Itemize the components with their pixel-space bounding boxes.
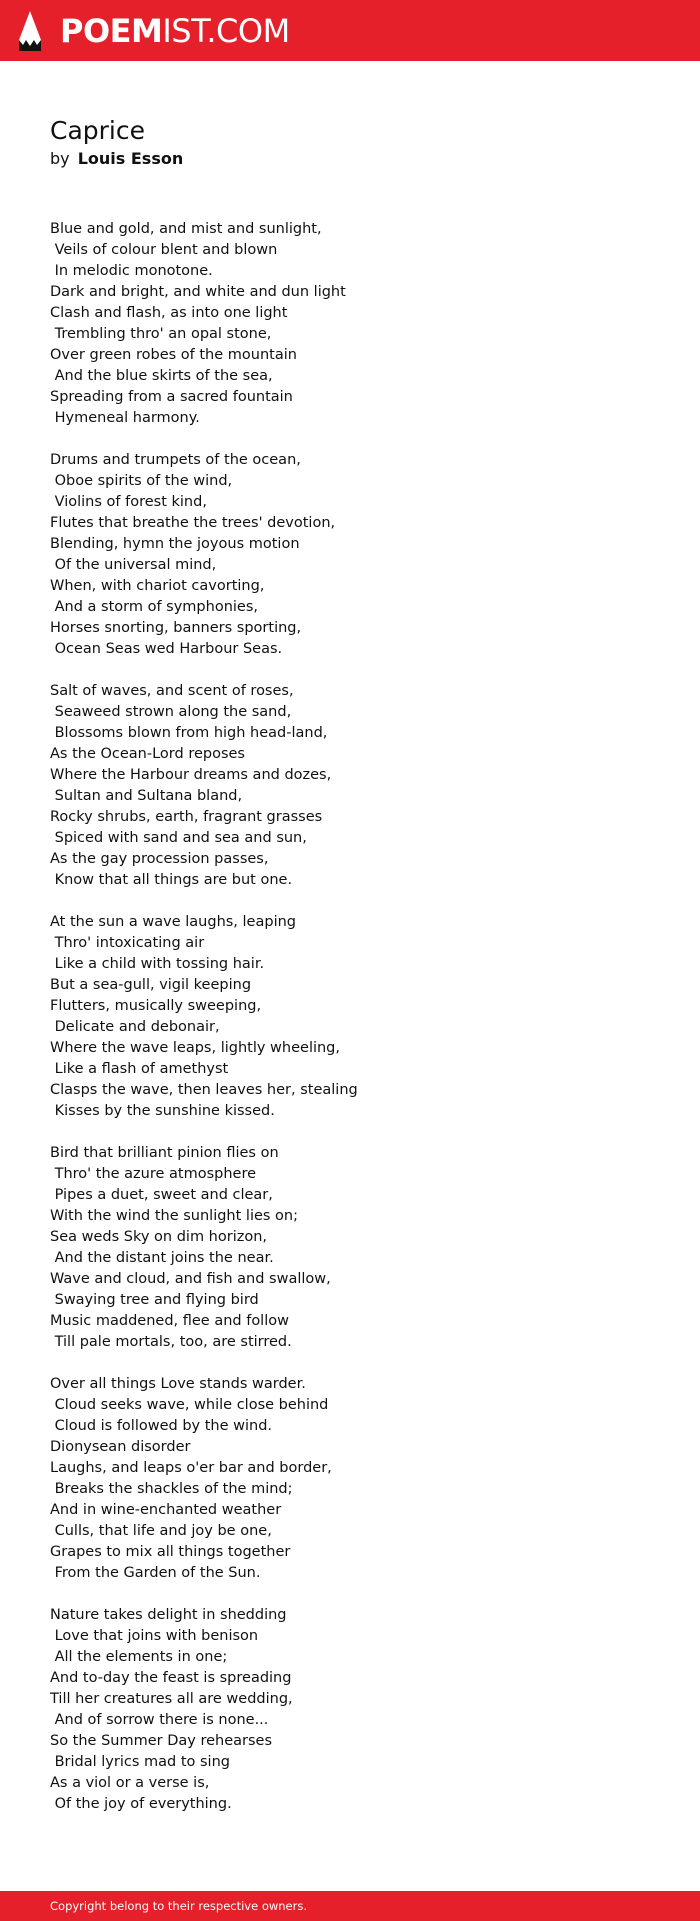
- poem-line: Swaying tree and flying bird: [50, 1292, 259, 1308]
- poem-line: Salt of waves, and scent of roses,: [50, 683, 294, 699]
- poem-line: Over green robes of the mountain: [50, 347, 297, 363]
- poem-line: And in wine-enchanted weather: [50, 1502, 282, 1518]
- poem-line: Grapes to mix all things together: [50, 1544, 291, 1560]
- poem-line: At the sun a wave laughs, leaping: [50, 914, 296, 930]
- poem-line: Cloud seeks wave, while close behind: [50, 1397, 329, 1413]
- poem-line: Rocky shrubs, earth, fragrant grasses: [50, 809, 323, 825]
- copyright-notice: Copyright belong to their respective owners.: [50, 1899, 308, 1913]
- poem-line: So the Summer Day rehearses: [50, 1733, 273, 1749]
- byline: [50, 147, 183, 171]
- poem-line: In melodic monotone.: [50, 263, 213, 279]
- poem-line: Hymeneal harmony.: [50, 410, 200, 426]
- site-footer: [0, 1891, 700, 1921]
- poem-line: But a sea-gull, vigil keeping: [50, 977, 252, 993]
- poem-line: Sultan and Sultana bland,: [50, 788, 243, 804]
- poem-line: Veils of colour blent and blown: [50, 242, 278, 258]
- poem-line: Wave and cloud, and fish and swallow,: [50, 1271, 331, 1287]
- poem-stanza: [50, 912, 650, 1122]
- poem-line: Seaweed strown along the sand,: [50, 704, 292, 720]
- poem-stanza: [50, 1374, 650, 1584]
- poem-line: Blue and gold, and mist and sunlight,: [50, 221, 322, 237]
- poem-line: Clash and flash, as into one light: [50, 305, 288, 321]
- author-name: Louis Esson: [77, 149, 184, 168]
- poem-line: Where the Harbour dreams and dozes,: [50, 767, 332, 783]
- poem-line: Spreading from a sacred fountain: [50, 389, 293, 405]
- poem-line: Like a child with tossing hair.: [50, 956, 265, 972]
- poem-line: Nature takes delight in shedding: [50, 1607, 287, 1623]
- poem-line: From the Garden of the Sun.: [50, 1565, 261, 1581]
- poem-line: As the Ocean-Lord reposes: [50, 746, 245, 762]
- site-logo[interactable]: [18, 10, 290, 52]
- poem-line: Thro' the azure atmosphere: [50, 1166, 257, 1182]
- poem-line: Trembling thro' an opal stone,: [50, 326, 272, 342]
- poem-line: Blossoms blown from high head-land,: [50, 725, 328, 741]
- poem-line: Cloud is followed by the wind.: [50, 1418, 273, 1434]
- poem-line: Flutes that breathe the trees' devotion,: [50, 515, 336, 531]
- poem-line: Delicate and debonair,: [50, 1019, 220, 1035]
- poem-line: Laughs, and leaps o'er bar and border,: [50, 1460, 332, 1476]
- poem-line: And the blue skirts of the sea,: [50, 368, 273, 384]
- poem-line: Culls, that life and joy be one,: [50, 1523, 272, 1539]
- poem-line: Bridal lyrics mad to sing: [50, 1754, 230, 1770]
- poem-line: And a storm of symphonies,: [50, 599, 258, 615]
- poem-line: As the gay procession passes,: [50, 851, 269, 867]
- poem-line: Breaks the shackles of the mind;: [50, 1481, 293, 1497]
- poem-line: Of the joy of everything.: [50, 1796, 232, 1812]
- poem-line: Like a flash of amethyst: [50, 1061, 229, 1077]
- poem-line: Flutters, musically sweeping,: [50, 998, 262, 1014]
- poem-line: And the distant joins the near.: [50, 1250, 274, 1266]
- poem-line: Blending, hymn the joyous motion: [50, 536, 300, 552]
- poem-line: Dionysean disorder: [50, 1439, 191, 1455]
- poem-line: Pipes a duet, sweet and clear,: [50, 1187, 273, 1203]
- poem-line: With the wind the sunlight lies on;: [50, 1208, 299, 1224]
- poem-title: Caprice: [50, 116, 145, 145]
- poem-line: Kisses by the sunshine kissed.: [50, 1103, 275, 1119]
- poem-line: Violins of forest kind,: [50, 494, 207, 510]
- poem-stanza: [50, 1605, 650, 1815]
- brand-name-bold: POEM: [60, 12, 163, 50]
- poem-line: Dark and bright, and white and dun light: [50, 284, 346, 300]
- poem-line: Know that all things are but one.: [50, 872, 293, 888]
- poem-line: Drums and trumpets of the ocean,: [50, 452, 301, 468]
- poem-line: Of the universal mind,: [50, 557, 217, 573]
- poem-line: Where the wave leaps, lightly wheeling,: [50, 1040, 340, 1056]
- poem-line: Clasps the wave, then leaves her, stealing: [50, 1082, 358, 1098]
- brand-name-light: IST.COM: [162, 12, 290, 50]
- poem-line: And to-day the feast is spreading: [50, 1670, 292, 1686]
- poem-stanza: [50, 681, 650, 891]
- site-header: [0, 0, 700, 61]
- poem-line: Thro' intoxicating air: [50, 935, 205, 951]
- poem-line: As a viol or a verse is,: [50, 1775, 210, 1791]
- poem-line: Sea weds Sky on dim horizon,: [50, 1229, 268, 1245]
- poem-line: Till her creatures all are wedding,: [50, 1691, 293, 1707]
- quill-pen-icon: [18, 10, 42, 52]
- poem-line: Oboe spirits of the wind,: [50, 473, 233, 489]
- poem-line: Horses snorting, banners sporting,: [50, 620, 302, 636]
- poem-line: All the elements in one;: [50, 1649, 228, 1665]
- poem-line: Bird that brilliant pinion flies on: [50, 1145, 279, 1161]
- poem-stanza: [50, 219, 650, 429]
- brand-name: [60, 10, 290, 52]
- poem-line: When, with chariot cavorting,: [50, 578, 265, 594]
- poem-line: And of sorrow there is none...: [50, 1712, 269, 1728]
- poem-stanza: [50, 450, 650, 660]
- by-label: by: [50, 149, 70, 168]
- poem-line: Ocean Seas wed Harbour Seas.: [50, 641, 283, 657]
- poem-stanza: [50, 1143, 650, 1353]
- poem-line: Till pale mortals, too, are stirred.: [50, 1334, 292, 1350]
- poem-line: Over all things Love stands warder.: [50, 1376, 306, 1392]
- poem-line: Spiced with sand and sea and sun,: [50, 830, 307, 846]
- poem-line: Love that joins with benison: [50, 1628, 259, 1644]
- poem-line: Music maddened, flee and follow: [50, 1313, 289, 1329]
- poem-body: [50, 219, 650, 1836]
